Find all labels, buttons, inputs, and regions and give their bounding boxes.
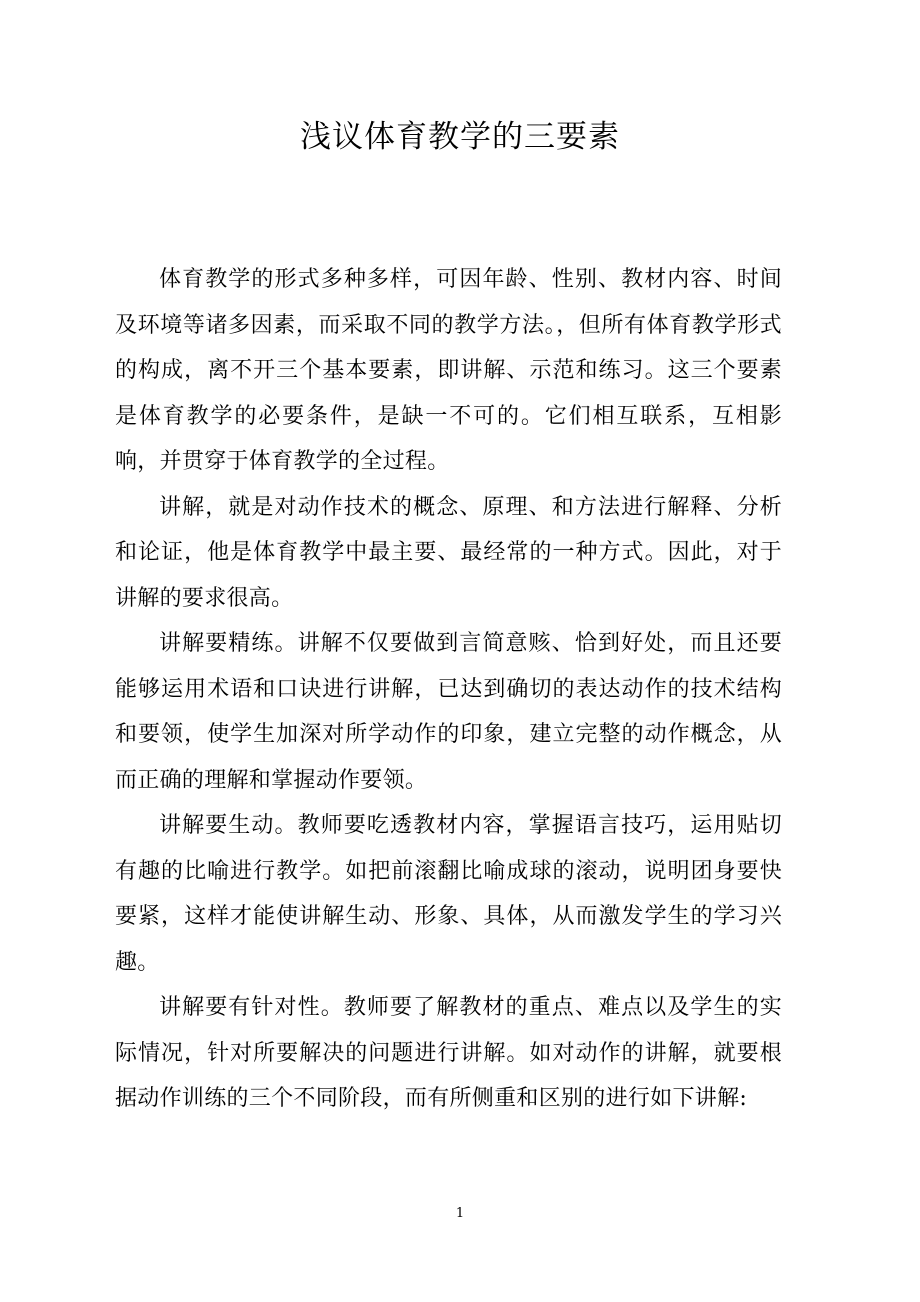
paragraph: 讲解，就是对动作技术的概念、原理、和方法进行解释、分析和论证，他是体育教学中最主要、最经常的一种方式。因此，对于讲解的要求很高。 xyxy=(115,494,782,611)
document-body xyxy=(115,257,782,1122)
page-number: 1 xyxy=(455,1206,465,1221)
paragraph: 体育教学的形式多种多样，可因年龄、性别、教材内容、时间及环境等诸多因素，而采取不同的教学方法。，但所有体育教学形式的构成，离不开三个基本要素，即讲解、示范和练习。这三个要素是体育教学的必要条件，是缺一不可的。它们相互联系，互相影响，并贯穿于体育教学的全过程。 xyxy=(115,267,782,474)
document-title: 浅议体育教学的三要素 xyxy=(300,119,620,155)
paragraph: 讲解要生动。教师要吃透教材内容，掌握语言技巧，运用贴切有趣的比喻进行教学。如把前滚翻比喻成球的滚动，说明团身要快要紧，这样才能使讲解生动、形象、具体，从而激发学生的学习兴趣。 xyxy=(115,813,782,975)
paragraph: 讲解要精练。讲解不仅要做到言简意赅、恰到好处，而且还要能够运用术语和口诀进行讲解，已达到确切的表达动作的技术结构和要领，使学生加深对所学动作的印象，建立完整的动作概念，从而正确的理解和掌握动作要领。 xyxy=(115,631,782,793)
paragraph: 讲解要有针对性。教师要了解教材的重点、难点以及学生的实际情况，针对所要解决的问题进行讲解。如对动作的讲解，就要根据动作训练的三个不同阶段，而有所侧重和区别的进行如下讲解: xyxy=(115,995,782,1111)
